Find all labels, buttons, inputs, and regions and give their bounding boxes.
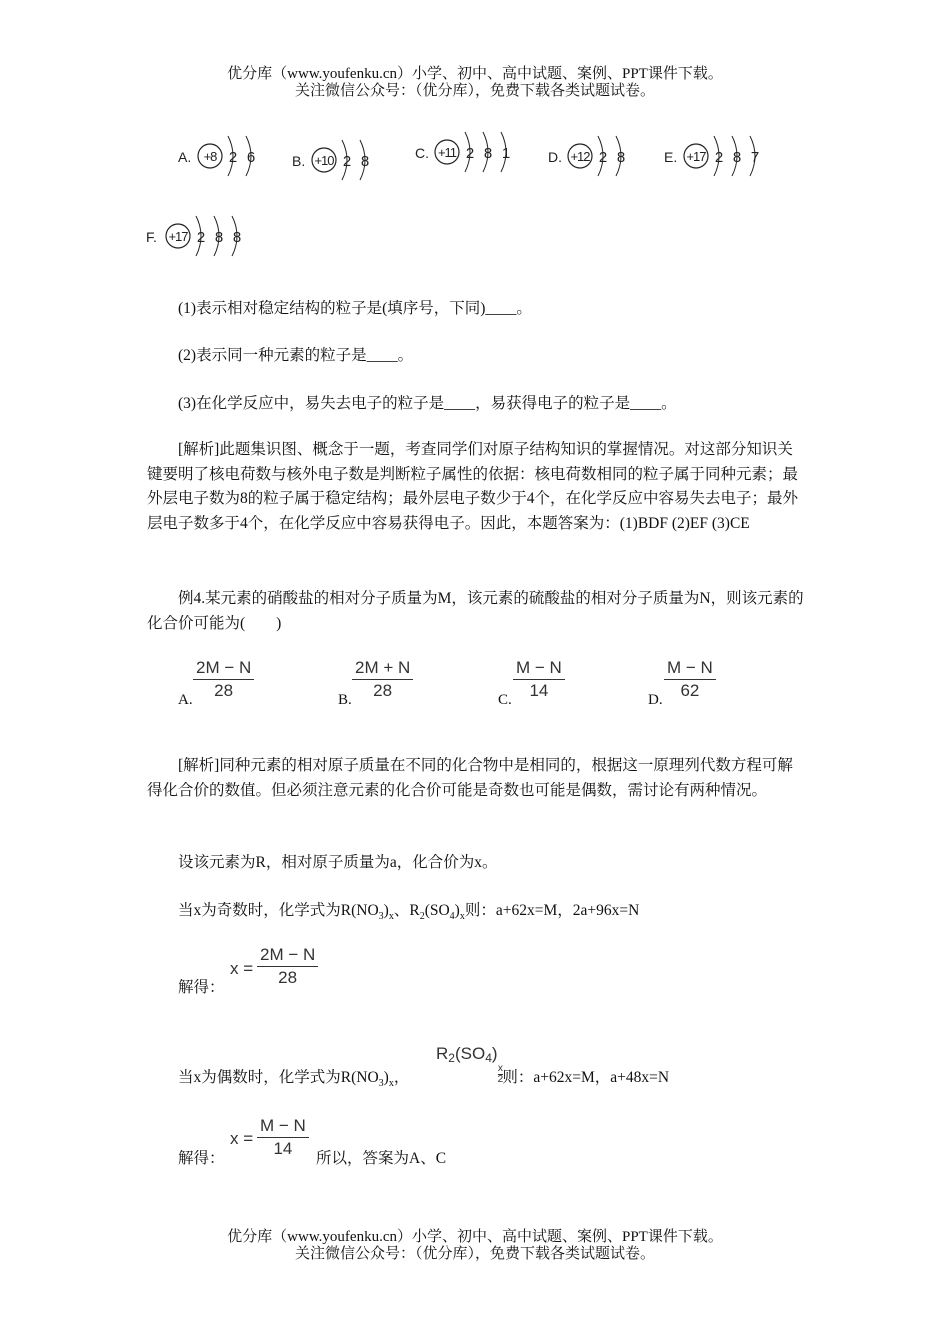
shell-electron-count: 6 — [246, 149, 256, 166]
even-sulfate-formula: R2(SO4) $\frac{x}{2}$ — [436, 1044, 504, 1085]
even-case-equations: 则：a+62x=M，a+48x=N — [502, 1069, 670, 1086]
shell-electron-count: 8 — [616, 149, 626, 166]
shell-electron-count: 8 — [360, 153, 370, 170]
option-d-denominator: 62 — [680, 681, 700, 700]
shell-electron-count: 2 — [465, 145, 475, 162]
nucleus-charge: +17 — [168, 229, 188, 244]
option-b-denominator: 28 — [373, 681, 393, 700]
shell-electron-count: 2 — [196, 229, 206, 246]
shell-electron-count: 8 — [232, 229, 242, 246]
option-c-denominator: 14 — [529, 681, 549, 700]
even-nitrate-formula: $R(NO_3)_x$ — [340, 1069, 394, 1090]
option-d-fraction — [664, 657, 716, 702]
atom-label: D. — [548, 149, 562, 165]
conclusion: 所以，答案为A、C — [316, 1150, 447, 1167]
question-3: (3)在化学反应中，易失去电子的粒子是____，易获得电子的粒子是____。 — [178, 395, 677, 412]
solution-1-lhs: x = — [230, 959, 254, 978]
solve-label-1: 解得： — [178, 979, 225, 996]
footer-line-1: 优分库（www.youfenku.cn）小学、初中、高中试题、案例、PPT课件下载。 — [227, 1229, 723, 1245]
odd-sulfate-formula: $R_2(SO_4)_x$ — [409, 902, 465, 923]
solution-2-numerator: M − N — [257, 1115, 309, 1138]
atom-f — [146, 210, 264, 260]
option-c-fraction — [513, 657, 565, 702]
example-4: 例4.某元素的硝酸盐的相对分子质量为M，该元素的硫酸盐的相对分子质量为N，则该元素的化合价可能为( ) — [147, 590, 804, 632]
atom-diagram — [664, 130, 782, 180]
shell-electron-count: 8 — [214, 229, 224, 246]
question-1: (1)表示相对稳定结构的粒子是(填序号，下同)____。 — [178, 300, 532, 317]
nucleus-charge: +12 — [570, 149, 590, 164]
analysis-1: [解析]此题集识图、概念于一题，考查同学们对原子结构知识的掌握情况。对这部分知识关键要明了核电荷数与核外电子数是判断粒子属性的依据：核电荷数相同的粒子属于同种元素；最外层电子数为8的粒子属于稳定结构；最外层电子数少于4个，在化学反应中容易失去电子；最外层电子数多于4个，在化学反应中容易获得电子。因此，本题答案为：(1)BDF (2)EF (3)CE — [147, 441, 799, 532]
nucleus-charge: +10 — [314, 153, 334, 168]
option-a-numerator: 2M − N — [193, 657, 254, 680]
atom-diagram — [146, 210, 264, 260]
solution-1-fraction — [257, 944, 318, 989]
nucleus-charge: +8 — [203, 149, 217, 164]
shell-electron-count: 8 — [732, 149, 742, 166]
option-b-numerator: 2M + N — [352, 657, 413, 680]
odd-case: 当x为奇数时，化学式为$R(NO_3)_x$、$R_2(SO_4)_x$则：a+62x=M，2a+96x=N — [178, 902, 640, 923]
atom-c — [415, 126, 533, 176]
option-c-label: C. — [498, 692, 512, 708]
solution-2-denominator: 14 — [273, 1139, 293, 1158]
setup-text: 设该元素为R，相对原子质量为a，化合价为x。 — [178, 854, 498, 871]
option-d-label: D. — [648, 692, 663, 708]
question-2: (2)表示同一种元素的粒子是____。 — [178, 347, 414, 364]
atom-diagram — [548, 130, 646, 180]
atom-label: A. — [178, 149, 192, 165]
atom-label: E. — [664, 149, 678, 165]
page-header — [0, 66, 950, 100]
header-line-2: 关注微信公众号：（优分库），免费下载各类试题试卷。 — [294, 83, 655, 99]
option-a-denominator: 28 — [214, 681, 234, 700]
atom-diagram — [292, 134, 390, 184]
atom-diagram — [415, 126, 533, 176]
shell-electron-count: 2 — [228, 149, 238, 166]
solution-2-fraction — [257, 1115, 309, 1160]
atom-b — [292, 134, 390, 184]
shell-electron-count: 1 — [501, 145, 511, 162]
nucleus-charge: +11 — [437, 145, 457, 160]
shell-electron-count: 2 — [714, 149, 724, 166]
even-case: 当x为偶数时，化学式为$R(NO_3)_x$， 则：a+62x=M，a+48x=N — [178, 1069, 670, 1090]
solution-1-denominator: 28 — [278, 968, 298, 987]
shell-electron-count: 2 — [342, 153, 352, 170]
atom-diagrams — [0, 118, 950, 268]
shell-electron-count: 8 — [483, 145, 493, 162]
solve-label-2: 解得： — [178, 1150, 225, 1167]
atom-e — [664, 130, 782, 180]
page-footer — [0, 1229, 950, 1263]
footer-line-2: 关注微信公众号：（优分库），免费下载各类试题试卷。 — [294, 1246, 655, 1262]
odd-nitrate-formula: $R(NO_3)_x$ — [340, 902, 394, 923]
nucleus-charge: +17 — [686, 149, 706, 164]
even-case-prefix: 当x为偶数时，化学式为 — [178, 1069, 341, 1086]
odd-case-prefix: 当x为奇数时，化学式为 — [178, 902, 341, 919]
shell-electron-count: 2 — [598, 149, 608, 166]
solution-1-numerator: 2M − N — [257, 944, 318, 967]
atom-d — [548, 130, 646, 180]
option-a-label: A. — [178, 692, 193, 708]
odd-case-equations: 则：a+62x=M，2a+96x=N — [464, 902, 640, 919]
option-d-numerator: M − N — [664, 657, 716, 680]
atom-a — [178, 130, 276, 180]
shell-electron-count: 7 — [750, 149, 760, 166]
atom-diagram — [178, 130, 276, 180]
atom-label: F. — [146, 229, 157, 245]
atom-label: B. — [292, 153, 306, 169]
option-c-numerator: M − N — [513, 657, 565, 680]
solution-2-lhs: x = — [230, 1129, 254, 1148]
option-a-fraction — [193, 657, 254, 702]
atom-label: C. — [415, 145, 429, 161]
header-line-1: 优分库（www.youfenku.cn）小学、初中、高中试题、案例、PPT课件下载。 — [227, 66, 723, 82]
analysis-2: [解析]同种元素的相对原子质量在不同的化合物中是相同的，根据这一原理列代数方程可解得化合价的数值。但必须注意元素的化合价可能是奇数也可能是偶数，需讨论有两种情况。 — [147, 757, 793, 799]
option-b-label: B. — [338, 692, 352, 708]
option-b-fraction — [352, 657, 413, 702]
